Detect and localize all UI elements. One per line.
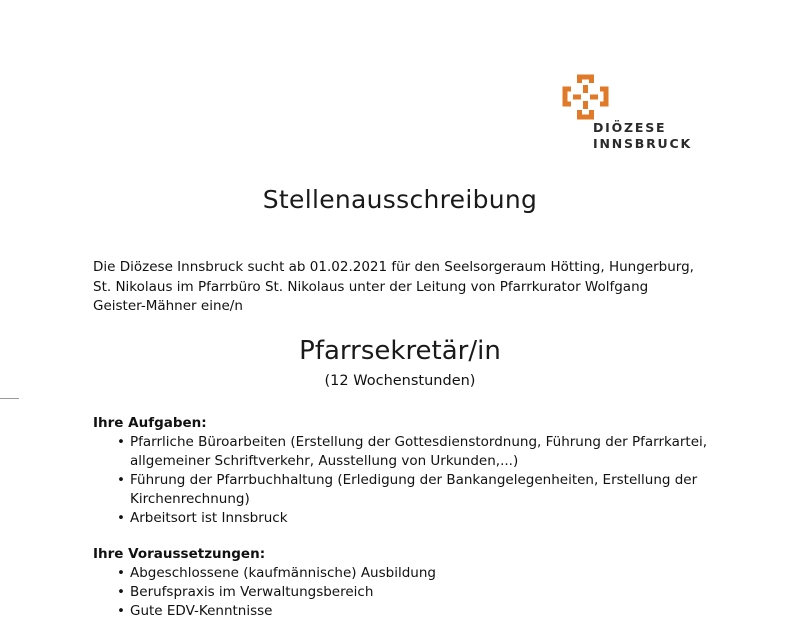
requirements-title: Ihre Voraussetzungen:: [93, 546, 266, 562]
list-item: [117, 602, 733, 621]
bullet-icon: •: [117, 603, 125, 619]
intro-line-3: Geister-Mähner eine/n: [93, 298, 243, 314]
list-item-line: Arbeitsort ist Innsbruck: [130, 510, 288, 526]
list-item: [117, 433, 733, 471]
list-item-line: Führung der Pfarrbuchhaltung (Erledigung der Bankangelegenheiten, Erstellung der: [130, 472, 698, 488]
list-item-line: Berufspraxis im Verwaltungsbereich: [130, 584, 374, 600]
intro-paragraph: [93, 258, 713, 317]
tasks-section: [93, 414, 733, 528]
page-heading: Stellenausschreibung: [262, 185, 538, 214]
list-item-line: Abgeschlossene (kaufmännische) Ausbildung: [130, 565, 436, 581]
cross-logo-icon: [562, 74, 610, 120]
bullet-icon: •: [117, 510, 125, 526]
logo-line-2: INNSBRUCK: [593, 136, 692, 151]
dioezese-logo: [562, 74, 692, 156]
bullet-icon: •: [117, 584, 125, 600]
list-item-line: Pfarrliche Büroarbeiten (Erstellung der Gottesdienstordnung, Führung der Pfarrkartei,: [130, 434, 708, 450]
position-hours: (12 Wochenstunden): [324, 373, 476, 389]
requirements-list: [93, 564, 733, 621]
list-item: [117, 471, 733, 509]
tasks-list: [93, 433, 733, 528]
list-item: [117, 509, 733, 528]
list-item-line: allgemeiner Schriftverkehr, Ausstellung von Urkunden,...): [130, 453, 519, 469]
list-item: [117, 583, 733, 602]
intro-line-2: St. Nikolaus im Pfarrbüro St. Nikolaus unter der Leitung von Pfarrkurator Wolfgang: [93, 278, 649, 295]
requirements-section: [93, 545, 733, 621]
margin-mark: [0, 398, 19, 399]
list-item-line: Kirchenrechnung): [130, 491, 250, 507]
position-title: Pfarrsekretär/in: [299, 336, 501, 366]
bullet-icon: •: [117, 565, 125, 581]
bullet-icon: •: [117, 472, 125, 488]
list-item: [117, 564, 733, 583]
logo-line-1: DIÖZESE: [593, 120, 667, 135]
tasks-title: Ihre Aufgaben:: [93, 415, 207, 431]
logo-wordmark: [593, 120, 692, 152]
list-item-line: Gute EDV-Kenntnisse: [130, 603, 273, 619]
bullet-icon: •: [117, 434, 125, 450]
intro-line-1: Die Diözese Innsbruck sucht ab 01.02.2021 für den Seelsorgeraum Hötting, Hungerburg,: [93, 259, 694, 275]
